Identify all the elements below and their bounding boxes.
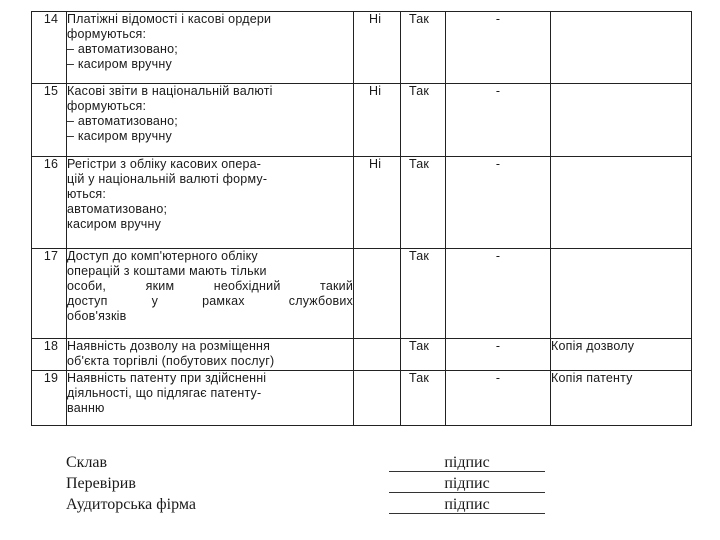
dash-mark: -: [495, 157, 501, 171]
dash-cell: [446, 371, 551, 426]
dash-cell: [446, 157, 551, 249]
question-line: Доступ до комп'ютерного обліку: [67, 249, 258, 263]
row-number: [32, 12, 67, 84]
question-line: цій у національній валюті форму-: [67, 172, 268, 186]
note-cell: [551, 157, 692, 249]
question-line: Регістри з обліку касових опера-: [67, 157, 262, 171]
signature-row-composed: [66, 454, 566, 475]
row-number-text: 14: [43, 12, 59, 26]
audit-checklist-table: [31, 11, 692, 426]
question-text: [67, 339, 354, 371]
answer-no: Ні: [369, 157, 382, 171]
row-number: [32, 84, 67, 157]
question-line: формуються:: [67, 27, 147, 41]
question-line: – касиром вручну: [67, 57, 172, 71]
question-line: особи, яким необхідний такий: [67, 279, 353, 293]
row-number-text: 15: [43, 84, 59, 98]
note-text: Копія патенту: [551, 371, 633, 385]
answer-yes-cell: [401, 249, 446, 339]
question-line: об'єкта торгівлі (побутових послуг): [67, 354, 275, 368]
answer-yes: Так: [409, 371, 430, 385]
question-line: діяльності, що підлягає патенту-: [67, 386, 262, 400]
row-number-text: 18: [43, 339, 59, 353]
signature-line: підпис: [389, 454, 545, 472]
dash-cell: [446, 249, 551, 339]
signature-line: підпис: [389, 496, 545, 514]
signature-row-audit-firm: [66, 496, 566, 517]
answer-no-cell: [354, 371, 401, 426]
table-row: [32, 84, 692, 157]
table-row: [32, 339, 692, 371]
row-number-text: 16: [43, 157, 59, 171]
row-number: [32, 249, 67, 339]
question-line: ванню: [67, 401, 105, 415]
question-line: Касові звіти в національній валюті: [67, 84, 273, 98]
table-row: [32, 12, 692, 84]
question-line: обов'язків: [67, 309, 127, 323]
question-text: [67, 12, 354, 84]
answer-no-cell: [354, 84, 401, 157]
question-text: [67, 84, 354, 157]
question-text: [67, 249, 354, 339]
role-label: Склав: [66, 454, 108, 471]
row-number-text: 17: [43, 249, 59, 263]
row-number-text: 19: [43, 371, 59, 385]
question-line: Платіжні відомості і касові ордери: [67, 12, 272, 26]
signature-line: підпис: [389, 475, 545, 493]
answer-no: [354, 371, 400, 373]
question-line: – касиром вручну: [67, 129, 172, 143]
question-line: Наявність патенту при здійсненні: [67, 371, 267, 385]
note-cell: [551, 339, 692, 371]
answer-no: [354, 249, 400, 251]
dash-cell: [446, 84, 551, 157]
answer-no-cell: [354, 249, 401, 339]
answer-no-cell: [354, 12, 401, 84]
answer-no: Ні: [369, 12, 382, 26]
dash-cell: [446, 12, 551, 84]
note-cell: [551, 84, 692, 157]
note-text: Копія дозволу: [551, 339, 635, 353]
answer-yes-cell: [401, 339, 446, 371]
question-line: операцій з коштами мають тільки: [67, 264, 267, 278]
table-row: [32, 157, 692, 249]
question-line: касиром вручну: [67, 217, 162, 231]
role-label: Аудиторська фірма: [66, 496, 196, 513]
answer-yes: Так: [409, 249, 430, 263]
dash-mark: -: [495, 371, 501, 385]
signature-block: [66, 454, 566, 517]
answer-yes-cell: [401, 84, 446, 157]
dash-mark: -: [495, 249, 501, 263]
answer-yes-cell: [401, 12, 446, 84]
dash-cell: [446, 339, 551, 371]
note-cell: [551, 371, 692, 426]
row-number: [32, 157, 67, 249]
question-line: автоматизовано;: [67, 202, 168, 216]
answer-no: Ні: [369, 84, 382, 98]
question-text: [67, 157, 354, 249]
answer-yes: Так: [409, 84, 430, 98]
question-line: Наявність дозволу на розміщення: [67, 339, 271, 353]
row-number: [32, 371, 67, 426]
role-label: Перевірив: [66, 475, 136, 492]
answer-yes-cell: [401, 157, 446, 249]
question-line: доступ у рамках службових: [67, 294, 353, 308]
signature-row-checked: [66, 475, 566, 496]
answer-yes: Так: [409, 12, 430, 26]
dash-mark: -: [495, 12, 501, 26]
question-line: формуються:: [67, 99, 147, 113]
answer-yes-cell: [401, 371, 446, 426]
table-row: [32, 371, 692, 426]
note-cell: [551, 12, 692, 84]
question-line: – автоматизовано;: [67, 114, 178, 128]
answer-no-cell: [354, 339, 401, 371]
question-line: – автоматизовано;: [67, 42, 178, 56]
dash-mark: -: [495, 339, 501, 353]
answer-no-cell: [354, 157, 401, 249]
row-number: [32, 339, 67, 371]
note-cell: [551, 249, 692, 339]
answer-yes: Так: [409, 157, 430, 171]
answer-yes: Так: [409, 339, 430, 353]
question-text: [67, 371, 354, 426]
answer-no: [354, 339, 400, 341]
question-line: ються:: [67, 187, 107, 201]
dash-mark: -: [495, 84, 501, 98]
table-row: [32, 249, 692, 339]
